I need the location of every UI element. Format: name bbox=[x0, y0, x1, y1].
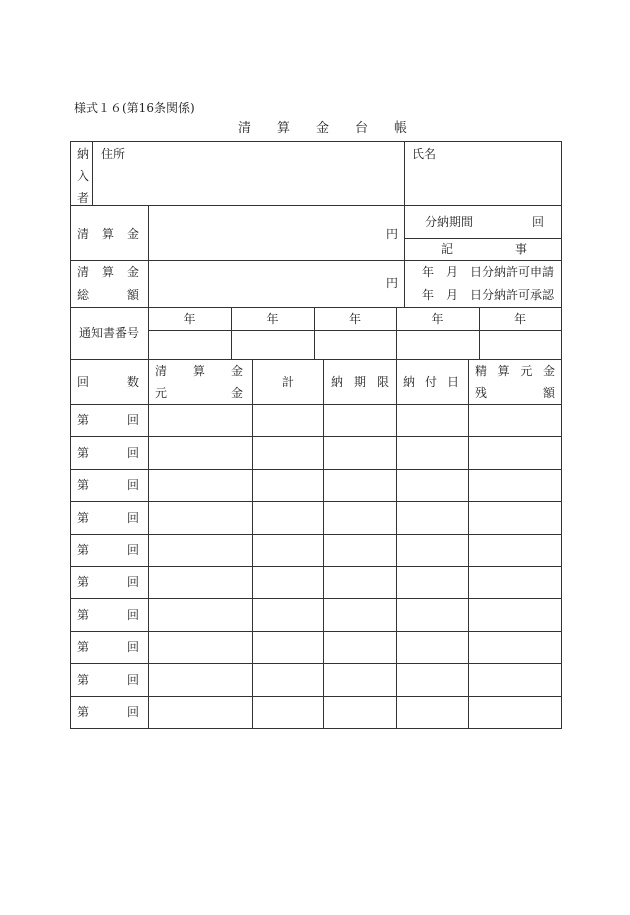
notice-bottom-line bbox=[70, 359, 562, 360]
apply-year: 年 bbox=[422, 265, 435, 279]
table-top-border bbox=[70, 141, 562, 142]
notice-year: 年 bbox=[514, 312, 527, 326]
table-row-line bbox=[70, 436, 562, 437]
apply-month: 月 bbox=[446, 265, 459, 279]
table-row-label-char: 回 bbox=[126, 413, 139, 427]
note-label-char: 記 bbox=[441, 242, 454, 256]
total-label-row1-char: 算 bbox=[101, 265, 114, 279]
settlement-label-char: 算 bbox=[101, 227, 114, 241]
table-row-line bbox=[70, 598, 562, 599]
principal-header-row2-char: 金 bbox=[230, 386, 243, 400]
table-row-label bbox=[77, 478, 139, 492]
total-label-row2-char: 額 bbox=[126, 288, 139, 302]
table-col-divider bbox=[252, 359, 253, 729]
table-row-label-char: 第 bbox=[77, 673, 90, 687]
label-column-divider bbox=[148, 205, 149, 405]
table-row-line bbox=[70, 631, 562, 632]
payer-label-char: 者 bbox=[77, 191, 90, 205]
form-label: 様式１６(第16条関係) bbox=[74, 101, 195, 115]
table-row-label-char: 第 bbox=[77, 478, 90, 492]
payment-date-header bbox=[403, 375, 459, 389]
installment-period-label: 分納期間 bbox=[425, 215, 474, 229]
deadline-header bbox=[331, 375, 389, 389]
total-label-row1 bbox=[77, 265, 139, 279]
payer-bottom-line bbox=[70, 205, 562, 206]
table-row-label-char: 回 bbox=[126, 705, 139, 719]
deadline-header-char: 期 bbox=[353, 375, 366, 389]
notice-col-divider bbox=[479, 307, 480, 360]
approve-month: 月 bbox=[446, 288, 459, 302]
page-title bbox=[238, 121, 408, 136]
payment-date-header-char: 日 bbox=[446, 375, 459, 389]
notice-col-divider bbox=[314, 307, 315, 360]
table-row-line bbox=[70, 696, 562, 697]
table-bottom-border bbox=[70, 728, 562, 729]
table-row-label bbox=[77, 511, 139, 525]
table-row-label-char: 回 bbox=[126, 640, 139, 654]
principal-header-row1 bbox=[155, 364, 243, 378]
payment-date-header-char: 納 bbox=[403, 375, 416, 389]
table-row-label-char: 第 bbox=[77, 640, 90, 654]
approve-year: 年 bbox=[422, 288, 435, 302]
approve-text: 日分納許可承認 bbox=[470, 288, 555, 302]
installment-divider bbox=[404, 238, 562, 239]
table-row-label-char: 第 bbox=[77, 705, 90, 719]
notice-year: 年 bbox=[349, 312, 362, 326]
table-row-label-char: 回 bbox=[126, 543, 139, 557]
balance-header-row2-char: 残 bbox=[475, 386, 488, 400]
table-row-label bbox=[77, 608, 139, 622]
header-bottom-line bbox=[70, 404, 562, 405]
payer-name-divider bbox=[404, 141, 405, 206]
table-row-label bbox=[77, 543, 139, 557]
settlement-label-char: 金 bbox=[126, 227, 139, 241]
table-col-divider bbox=[396, 359, 397, 729]
table-row-line bbox=[70, 566, 562, 567]
notice-col-divider bbox=[396, 307, 397, 360]
table-row-label-char: 回 bbox=[126, 673, 139, 687]
balance-header-row2 bbox=[475, 386, 555, 400]
table-row-label-char: 第 bbox=[77, 446, 90, 460]
table-row-label bbox=[77, 673, 139, 687]
total-bottom-line bbox=[70, 307, 562, 308]
deadline-header-char: 限 bbox=[376, 375, 389, 389]
table-row-label-char: 回 bbox=[126, 608, 139, 622]
table-row-line bbox=[70, 663, 562, 664]
balance-header-row1-char: 精 bbox=[475, 364, 488, 378]
notice-col-divider bbox=[231, 307, 232, 360]
table-row-label-char: 第 bbox=[77, 511, 90, 525]
count-header-char: 回 bbox=[77, 375, 90, 389]
settlement-label bbox=[77, 227, 139, 241]
principal-header-row1-char: 算 bbox=[192, 364, 205, 378]
total-header: 計 bbox=[282, 375, 295, 389]
table-row-label-char: 第 bbox=[77, 575, 90, 589]
payment-date-header-char: 付 bbox=[424, 375, 437, 389]
payer-label-char: 入 bbox=[77, 169, 90, 183]
table-col-divider bbox=[468, 359, 469, 729]
table-row-label bbox=[77, 446, 139, 460]
table-row-label-char: 第 bbox=[77, 608, 90, 622]
address-label: 住所 bbox=[101, 147, 126, 161]
count-header bbox=[77, 375, 139, 389]
settlement-yen: 円 bbox=[386, 227, 399, 241]
notice-year: 年 bbox=[266, 312, 279, 326]
notice-mid-line bbox=[148, 330, 562, 331]
table-row-line bbox=[70, 534, 562, 535]
notice-year: 年 bbox=[183, 312, 196, 326]
balance-header-row1-char: 金 bbox=[542, 364, 555, 378]
installment-times-label: 回 bbox=[532, 215, 545, 229]
settlement-label-char: 清 bbox=[77, 227, 90, 241]
payer-label-divider bbox=[92, 141, 93, 206]
total-yen: 円 bbox=[386, 276, 399, 290]
notice-number-label: 通知書番号 bbox=[79, 326, 140, 340]
title-text: 清 算 金 台 帳 bbox=[238, 121, 408, 136]
principal-header-row2 bbox=[155, 386, 243, 400]
table-row-label-char: 第 bbox=[77, 413, 90, 427]
apply-text: 日分納許可申請 bbox=[470, 265, 555, 279]
total-label-row2 bbox=[77, 288, 139, 302]
principal-header-row1-char: 清 bbox=[155, 364, 168, 378]
table-row-label bbox=[77, 575, 139, 589]
total-label-row1-char: 金 bbox=[126, 265, 139, 279]
right-info-divider bbox=[404, 205, 405, 308]
settlement-bottom-line bbox=[70, 260, 562, 261]
table-row-label-char: 回 bbox=[126, 575, 139, 589]
table-row-label-char: 第 bbox=[77, 543, 90, 557]
table-row-label bbox=[77, 705, 139, 719]
balance-header-row2-char: 額 bbox=[542, 386, 555, 400]
payer-label-char: 納 bbox=[77, 147, 90, 161]
notice-year: 年 bbox=[431, 312, 444, 326]
balance-header-row1-char: 元 bbox=[520, 364, 533, 378]
note-label-char: 事 bbox=[514, 242, 527, 256]
balance-header-row1 bbox=[475, 364, 555, 378]
table-row-label-char: 回 bbox=[126, 511, 139, 525]
balance-header-row1-char: 算 bbox=[497, 364, 510, 378]
table-row-label bbox=[77, 413, 139, 427]
principal-header-row1-char: 金 bbox=[230, 364, 243, 378]
table-left-border bbox=[70, 141, 71, 729]
table-row-label-char: 回 bbox=[126, 446, 139, 460]
count-header-char: 数 bbox=[126, 375, 139, 389]
deadline-header-char: 納 bbox=[331, 375, 344, 389]
table-row-line bbox=[70, 469, 562, 470]
table-row-label bbox=[77, 640, 139, 654]
note-label bbox=[441, 242, 527, 256]
table-col-divider bbox=[323, 359, 324, 729]
total-label-row2-char: 総 bbox=[77, 288, 90, 302]
table-row-label-char: 回 bbox=[126, 478, 139, 492]
table-right-border bbox=[561, 141, 562, 729]
principal-header-row2-char: 元 bbox=[155, 386, 168, 400]
total-label-row1-char: 清 bbox=[77, 265, 90, 279]
name-label: 氏名 bbox=[412, 147, 437, 161]
table-row-line bbox=[70, 501, 562, 502]
